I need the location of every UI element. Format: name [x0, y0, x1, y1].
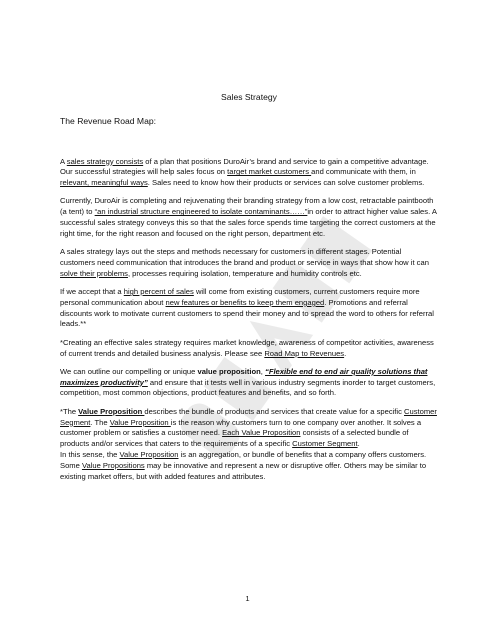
body-paragraph [60, 407, 438, 483]
text-run: will come from existing customers, current customers require more personal communication about [60, 287, 420, 307]
underlined-text: high percent of sales [123, 287, 194, 297]
underlined-text: “an industrial structure engineered to isolate contaminants……” [94, 207, 308, 217]
body-paragraph [60, 157, 438, 189]
text-run: is the reason why customers turn to one company over another. It solves a customer problem or satisfies a customer need. [60, 417, 422, 438]
document-body [60, 92, 438, 490]
underlined-text: target market customers [227, 167, 312, 177]
underlined-text: Customer Segment [60, 406, 437, 427]
body-paragraph [60, 287, 438, 330]
underlined-text: Road Map to Revenues [264, 348, 345, 358]
text-run: In this sense, the [60, 449, 120, 459]
underlined-text: Value Proposition [78, 406, 145, 416]
text-run: If we accept that a [60, 287, 124, 297]
text-run: may be innovative and represent a new or disruptive offer. Others may be similar to existing market offers, but with added features and attributes. [60, 460, 427, 481]
text-run: *Creating an effective sales strategy requires market knowledge, awareness of competitor activities, awareness of current trends and detailed business analysis. Please see [60, 337, 434, 358]
page-title: Sales Strategy [221, 92, 277, 102]
text-run: , processes requiring isolation, temperature and humidity controls etc. [127, 268, 362, 278]
body-paragraph [60, 196, 438, 239]
underlined-text: “Flexible end to end air quality solutions that maximizes productivity” [60, 366, 428, 387]
body-paragraph [60, 338, 438, 360]
page-number: 1 [245, 594, 250, 603]
text-run: We can outline our compelling or unique [60, 366, 198, 376]
text-run: . [344, 348, 347, 358]
underlined-text: Value Proposition [119, 449, 179, 459]
text-run: and ensure that it tests well in various industry segments inorder to target customers, competition, most common objections, product features and benefits, and so forth. [60, 377, 436, 398]
underlined-text: sales strategy consists [66, 156, 144, 166]
body-paragraph [60, 247, 438, 279]
text-run: . [357, 439, 360, 449]
paragraph-list [60, 157, 438, 483]
text-run: A [60, 156, 67, 166]
underlined-text: Value Propositions [81, 460, 145, 470]
text-run: A sales strategy lays out the steps and methods necessary for customers in different stages. Potential customers need communication that introduces the brand and product or service in ways that show how it can [60, 247, 429, 267]
underlined-text: solve their problems [60, 268, 128, 278]
text-run: value proposition [197, 366, 261, 376]
body-paragraph [60, 367, 438, 399]
text-run: . Promotions and referral discounts work to motivate current customers to spend their money and to spread the word to others for referral leads.** [60, 297, 434, 329]
text-run: , [260, 366, 266, 376]
text-run: describes the bundle of products and services that create value for a specific [144, 406, 405, 416]
underlined-text: Each Value Proposition [222, 428, 301, 438]
section-heading: The Revenue Road Map: [60, 115, 157, 126]
text-run: *The [60, 406, 79, 416]
text-run: is an aggregation, or bundle of benefits that a company offers customers. Some [60, 449, 427, 470]
text-run: . Sales need to know how their products or services can solve customer problems. [147, 178, 425, 188]
underlined-text: new features or benefits to keep them engaged [165, 297, 325, 307]
text-run: and communicate with them, in [311, 167, 416, 177]
text-run: Currently, DuroAir is completing and rejuvenating their branding strategy from a low cost, retractable paintbooth (a tent) to [60, 196, 434, 217]
underlined-text: Value Proposition [109, 417, 171, 427]
text-run: in order to attract higher value sales. A successful sales strategy conveys this so that the sales force spends time targeting the correct customers at the right time, for the right reason and focused on the right person, department etc. [60, 207, 437, 238]
underlined-text: Customer Segment [292, 439, 358, 449]
text-run: consists of a selected bundle of products and/or services that caters to the requirements of a specific [60, 428, 409, 449]
underlined-text: relevant, meaningful ways [60, 178, 148, 188]
text-run: of a plan that positions DuroAir’s brand and service to gain a competitive advantage. Our successful strategies will help sales focus on [60, 156, 429, 177]
text-run: . The [90, 417, 110, 427]
